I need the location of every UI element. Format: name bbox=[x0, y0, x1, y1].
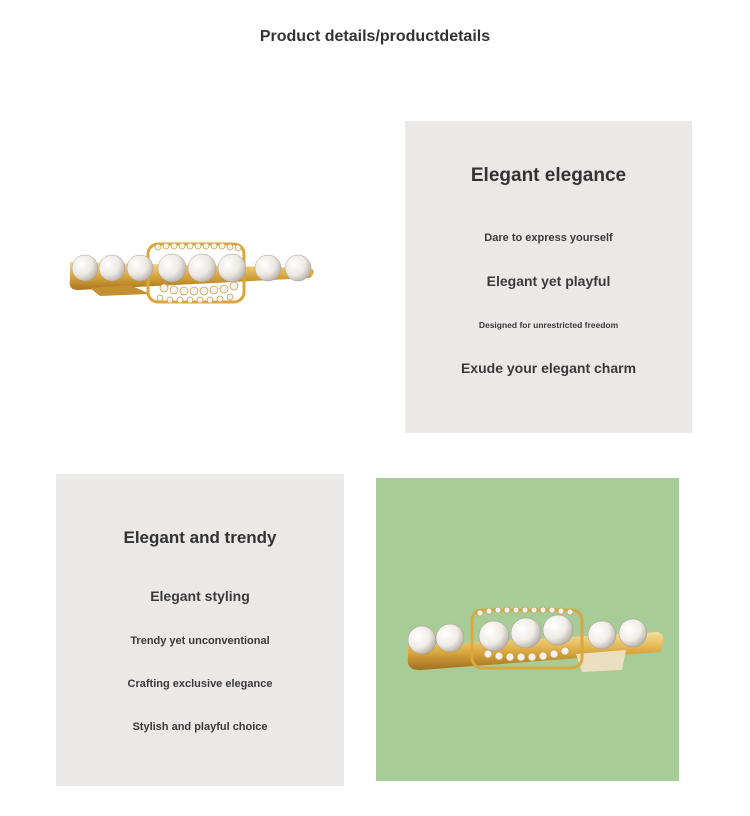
panel-line: Trendy yet unconventional bbox=[130, 635, 270, 647]
text-panel-elegant-elegance bbox=[405, 121, 692, 433]
panel-line: Crafting exclusive elegance bbox=[127, 678, 273, 690]
panel-heading: Elegant elegance bbox=[470, 165, 627, 186]
panel-line: Stylish and playful choice bbox=[132, 721, 268, 733]
panel-line: Exude your elegant charm bbox=[460, 360, 637, 376]
text-panel-elegant-and-trendy bbox=[56, 474, 344, 786]
panel-heading: Elegant and trendy bbox=[123, 528, 277, 547]
panel-line: Dare to express yourself bbox=[484, 232, 613, 244]
panel-line: Elegant styling bbox=[150, 588, 250, 604]
pearl-hair-clip-photo bbox=[376, 478, 679, 781]
page-title: Product details/productdetails bbox=[259, 28, 491, 45]
panel-line: Designed for unrestricted freedom bbox=[478, 320, 619, 330]
pearl-hair-clip-image bbox=[60, 230, 325, 310]
panel-line: Elegant yet playful bbox=[486, 273, 611, 289]
